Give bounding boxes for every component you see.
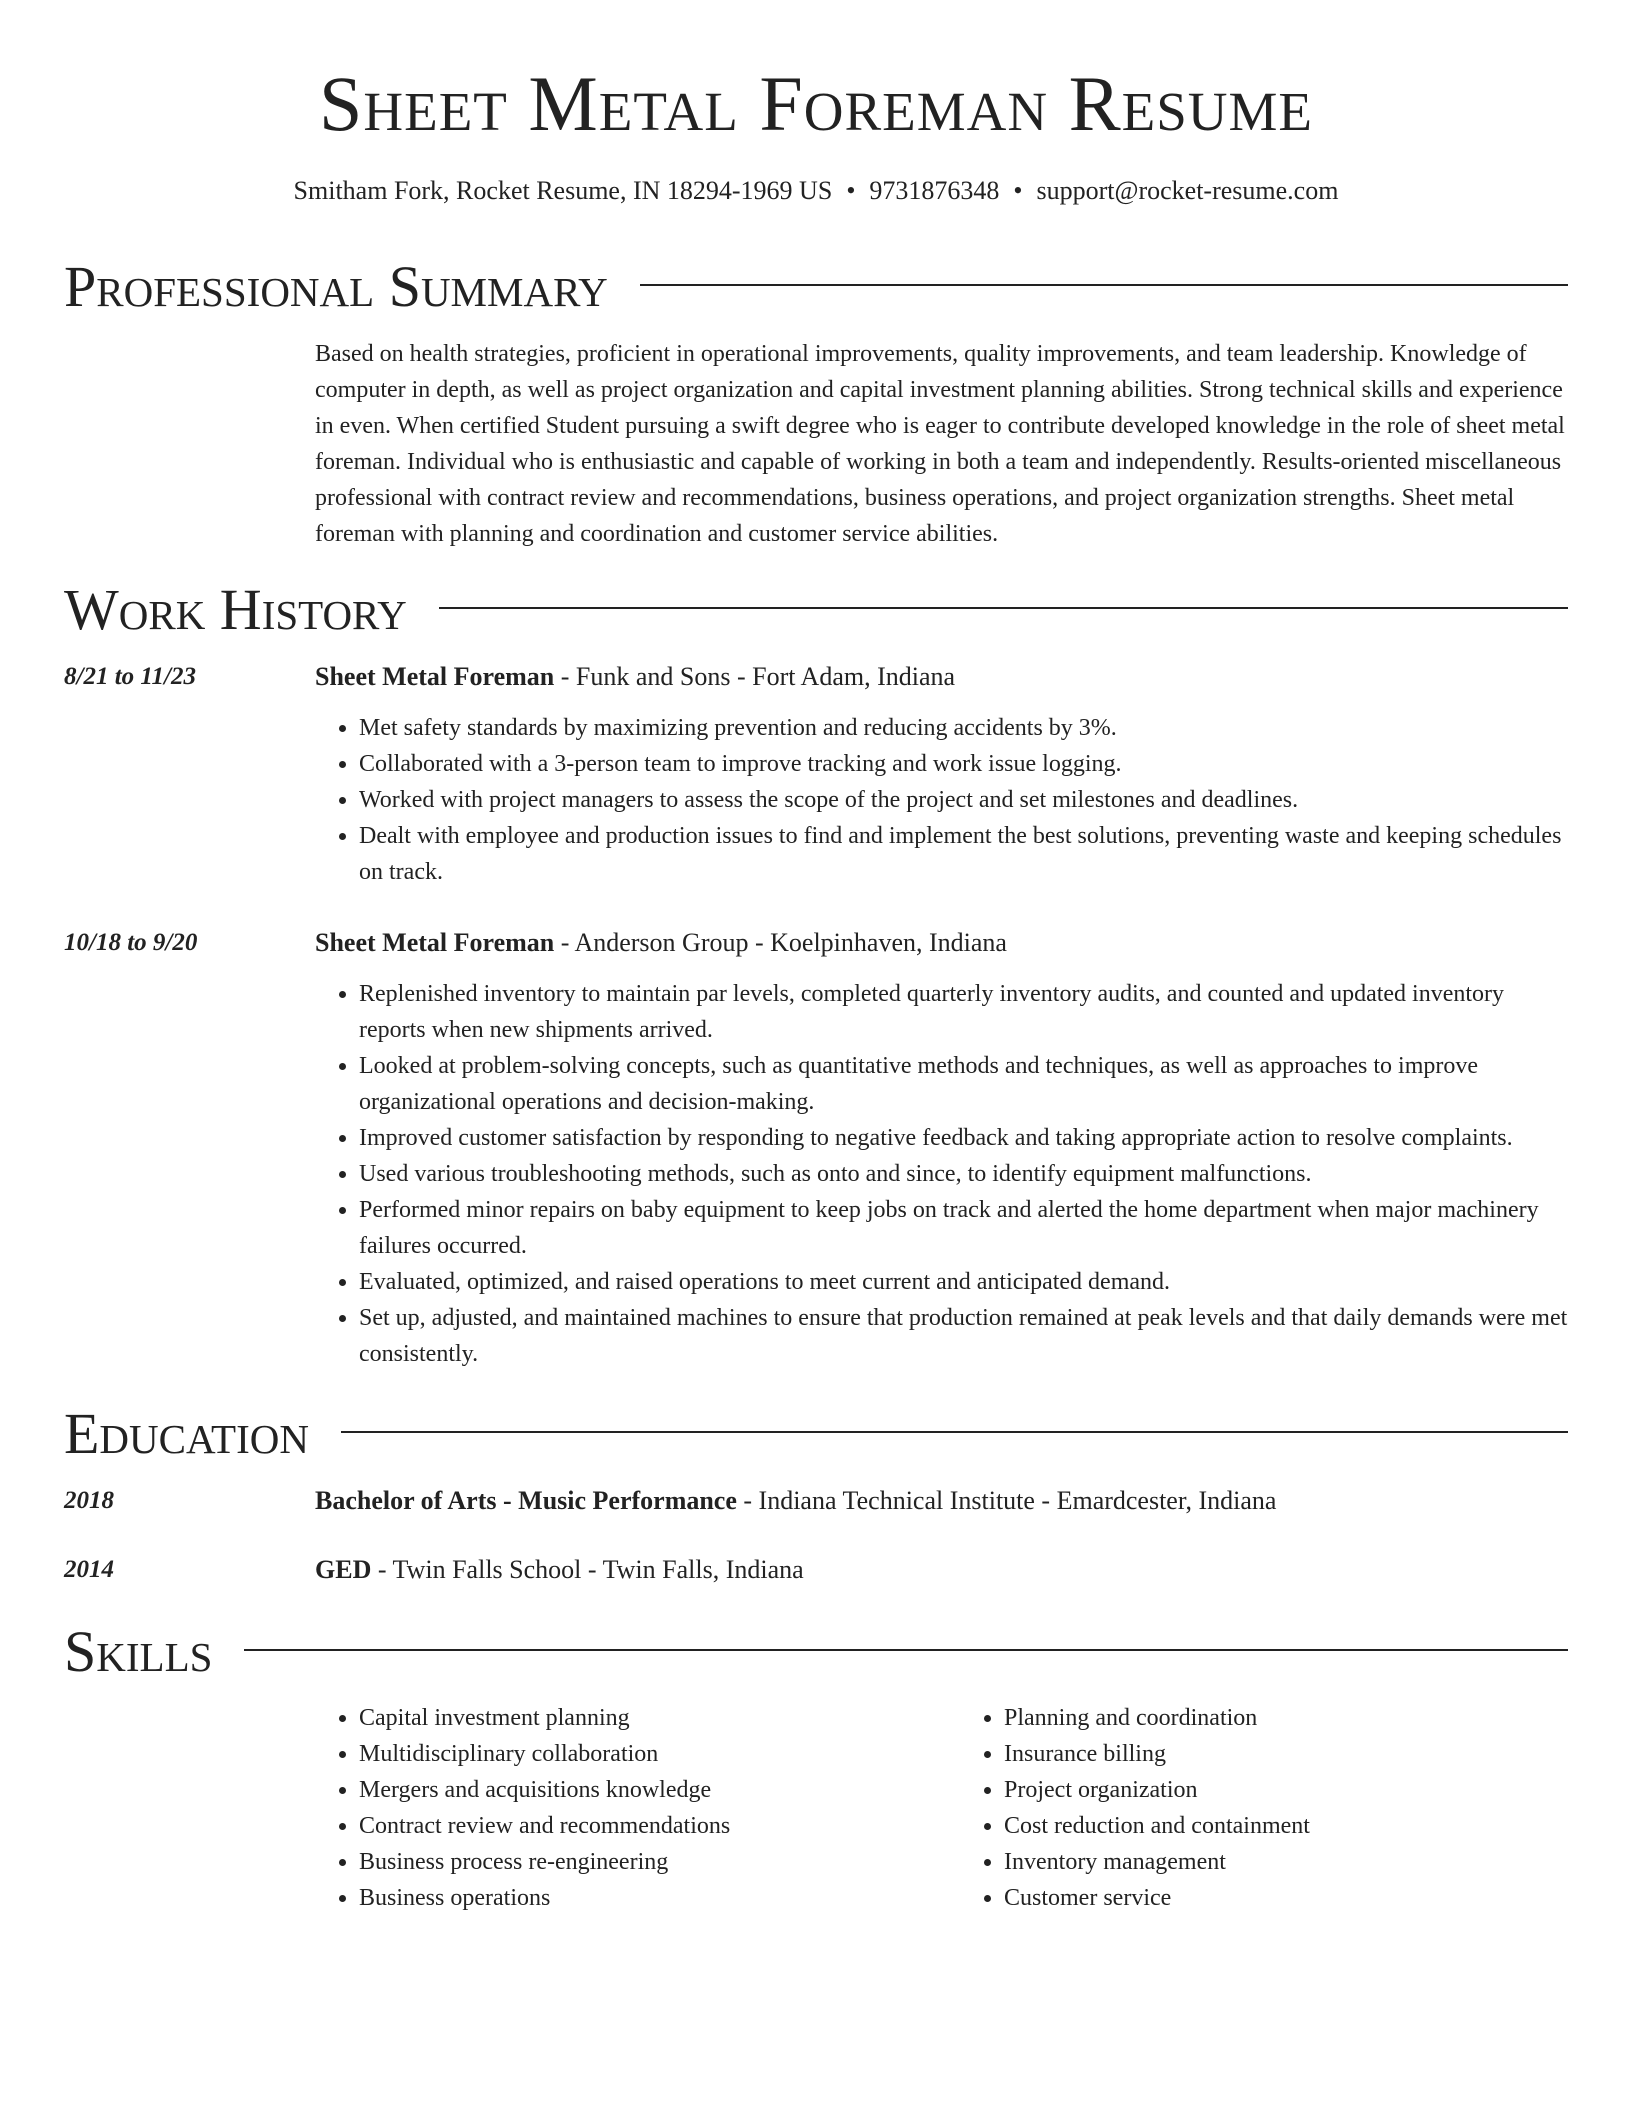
job-bullets <box>315 710 1568 890</box>
address: Smitham Fork, Rocket Resume, IN 18294-1969 US <box>293 176 833 205</box>
resume-title: Sheet Metal Foreman Resume <box>319 60 1313 147</box>
skills-section-header <box>64 1617 1568 1687</box>
list-item: • Set up, adjusted, and maintained machines to ensure that production remained at peak levels and that daily demands were met consistently. <box>359 1300 1568 1372</box>
job-title: Sheet Metal Foreman <box>315 662 555 691</box>
job-dates: 10/18 to 9/20 <box>64 929 198 956</box>
summary-heading: Professional Summary <box>64 254 608 319</box>
job-bullets <box>315 976 1568 1372</box>
education-year: 2018 <box>64 1487 114 1514</box>
list-item: • Insurance billing <box>1004 1736 1568 1772</box>
list-item: • Inventory management <box>1004 1844 1568 1880</box>
job-dates: 8/21 to 11/23 <box>64 663 196 690</box>
list-item: • Used various troubleshooting methods, such as onto and since, to identify equipment malfunctions. <box>359 1156 1568 1192</box>
job-title-line <box>315 926 1568 960</box>
degree: GED <box>315 1555 372 1584</box>
contact-separator: • <box>1013 176 1023 205</box>
summary-section-header <box>64 252 1568 322</box>
skills-list-right <box>960 1700 1568 1916</box>
school-details: - Indiana Technical Institute - Emardcester, Indiana <box>736 1486 1277 1515</box>
list-item: • Collaborated with a 3-person team to improve tracking and work issue logging. <box>359 746 1568 782</box>
list-item: • Planning and coordination <box>1004 1700 1568 1736</box>
list-item: • Dealt with employee and production issues to find and implement the best solutions, preventing waste and keeping schedules on track. <box>359 818 1568 890</box>
job-title: Sheet Metal Foreman <box>315 928 555 957</box>
job-details: - Funk and Sons - Fort Adam, Indiana <box>554 662 956 691</box>
list-item: • Contract review and recommendations <box>359 1808 923 1844</box>
section-divider <box>439 607 1568 609</box>
contact-line <box>64 174 1568 208</box>
education-year: 2014 <box>64 1556 114 1583</box>
school-details: - Twin Falls School - Twin Falls, Indiana <box>371 1555 804 1584</box>
list-item: • Project organization <box>1004 1772 1568 1808</box>
section-divider <box>244 1649 1568 1651</box>
skills-list-left <box>315 1700 923 1916</box>
list-item: • Multidisciplinary collaboration <box>359 1736 923 1772</box>
section-divider <box>640 284 1568 286</box>
list-item: • Cost reduction and containment <box>1004 1808 1568 1844</box>
job-entry <box>315 926 1568 1372</box>
degree: Bachelor of Arts - Music Performance <box>315 1486 737 1515</box>
list-item: • Looked at problem-solving concepts, such as quantitative methods and techniques, as well as approaches to improve organizational operations and decision-making. <box>359 1048 1568 1120</box>
skills-columns <box>315 1700 1568 1916</box>
work-section-header <box>64 575 1568 645</box>
education-section-header <box>64 1399 1568 1469</box>
list-item: • Performed minor repairs on baby equipment to keep jobs on track and alerted the home department when major machinery failures occurred. <box>359 1192 1568 1264</box>
education-line <box>315 1553 1568 1587</box>
list-item: • Mergers and acquisitions knowledge <box>359 1772 923 1808</box>
education-heading: Education <box>64 1401 309 1466</box>
list-item: • Business operations <box>359 1880 923 1916</box>
job-details: - Anderson Group - Koelpinhaven, Indiana <box>554 928 1007 957</box>
job-title-line <box>315 660 1568 694</box>
list-item: • Met safety standards by maximizing prevention and reducing accidents by 3%. <box>359 710 1568 746</box>
section-divider <box>341 1431 1568 1433</box>
email: support@rocket-resume.com <box>1036 176 1339 205</box>
list-item: • Replenished inventory to maintain par levels, completed quarterly inventory audits, and counted and updated inventory reports when new shipments arrived. <box>359 976 1568 1048</box>
education-line <box>315 1484 1568 1518</box>
list-item: • Capital investment planning <box>359 1700 923 1736</box>
work-heading: Work History <box>64 577 407 642</box>
contact-separator: • <box>846 176 856 205</box>
phone: 9731876348 <box>869 176 1000 205</box>
list-item: • Customer service <box>1004 1880 1568 1916</box>
skills-heading: Skills <box>64 1619 213 1684</box>
list-item: • Improved customer satisfaction by responding to negative feedback and taking appropriate action to resolve complaints. <box>359 1120 1568 1156</box>
list-item: • Worked with project managers to assess the scope of the project and set milestones and deadlines. <box>359 782 1568 818</box>
summary-body <box>315 336 1568 552</box>
list-item: • Business process re-engineering <box>359 1844 923 1880</box>
education-entry <box>315 1484 1568 1518</box>
summary-text: Based on health strategies, proficient in operational improvements, quality improvements, and team leadership. Knowledge of computer in depth, as well as project organization and capital investment planning abilities. Strong technical skills and experience in even. When certified Student pursuing a swift degree who is eager to contribute developed knowledge in the role of sheet metal foreman. Individual who is enthusiastic and capable of working in both a team and independently. Results-oriented miscellaneous professional with contract review and recommendations, business operations, and project organization strengths. Sheet metal foreman with planning and coordination and customer service abilities. <box>315 341 1565 547</box>
list-item: • Evaluated, optimized, and raised operations to meet current and anticipated demand. <box>359 1264 1568 1300</box>
education-entry <box>315 1553 1568 1587</box>
job-entry <box>315 660 1568 890</box>
